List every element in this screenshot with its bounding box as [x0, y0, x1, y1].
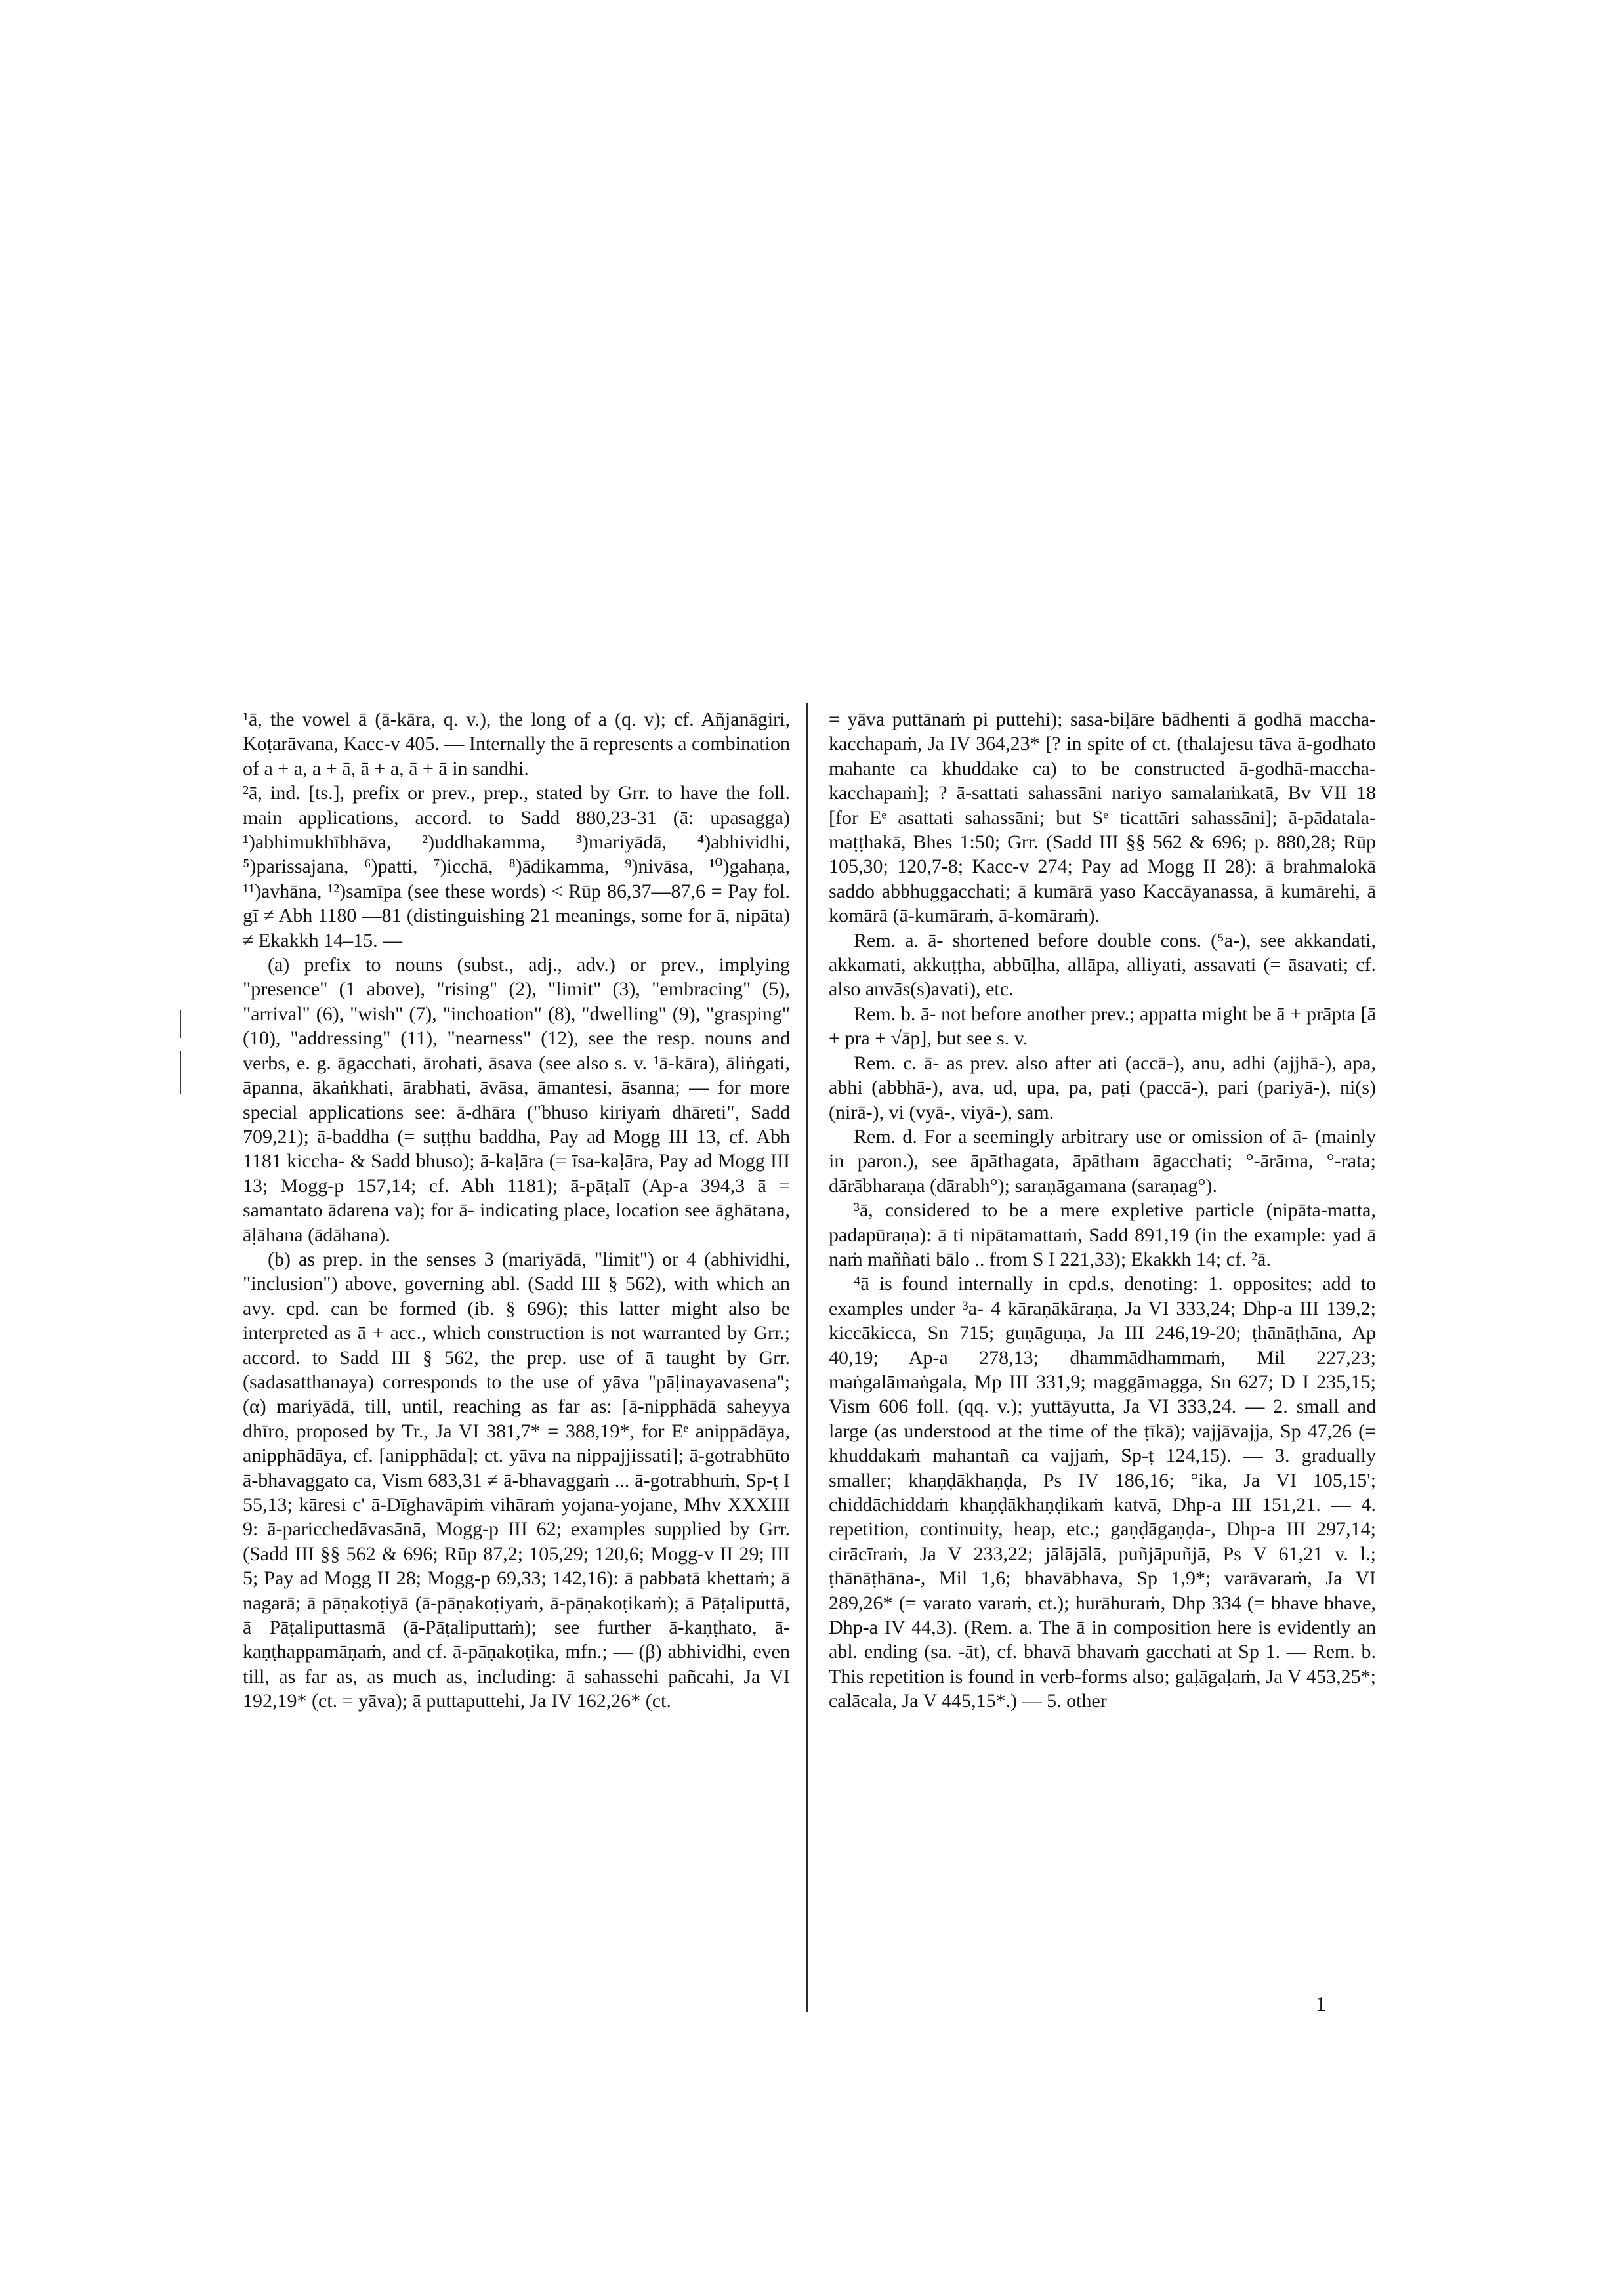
margin-mark — [180, 1010, 181, 1038]
entry-4a: ⁴ā is found internally in cpd.s, denoting: 1. opposites; add to examples under ³a- 4 kāraṇākāraṇa, Ja VI 333,24; Dhp-a III 139,2; kiccākicca, Sn 715; guṇāguṇa, Ja III 246,19-20; ṭhānāṭhāna, Ap 40,19; Ap-a 278,13; dhammādhammaṁ, Mil 227,23; maṅgalāmaṅgala, Mp III 331,9; maggāmagga, Sn 627; D I 235,15; Vism 606 foll. (qq. v.); yuttāyutta, Ja VI 333,24. — 2. small and large (as understood at the time of the ṭīkā); vajjāvajja, Sp 47,26 (= khuddakaṁ mahantañ ca vajjaṁ, Sp-ṭ 124,15). — 3. gradually smaller; khaṇḍākhaṇḍa, Ps IV 186,16; °ika, Ja VI 105,15'; chiddāchiddaṁ khaṇḍākhaṇḍikaṁ katvā, Dhp-a III 151,21. — 4. repetition, continuity, heap, etc.; gaṇḍāgaṇḍa-, Dhp-a III 297,14; cirācīraṁ, Ja V 233,22; jālājālā, puñjāpuñjā, Ps V 61,21 v. l.; ṭhānāṭhāna-, Mil 1,6; bhavābhava, Sp 1,9*; varāvaraṁ, Ja VI 289,26* (= varato varaṁ, ct.); hurāhuraṁ, Dhp 334 (= bhave bhave, Dhp-a IV 44,3). (Rem. a. The ā in composition here is evidently an abl. ending (sa. -āt), cf. bhavā bhavaṁ gacchati at Sp 1. — Rem. b. This repetition is found in verb-forms also; gaḷāgaḷaṁ, Ja V 453,25*; calācala, Ja V 445,15*.) — 5. other — [829, 1273, 1376, 1712]
entry-2a: ²ā, ind. [ts.], prefix or prev., prep., stated by Grr. to have the foll. main applications, accord. to Sadd 880,23-31 (ā: upasagga) ¹)abhimukhībhāva, ²)uddhakamma, ³)mariyādā, ⁴)abhividhi, ⁵)parissajana, ⁶)patti, ⁷)icchā, ⁸)ādikamma, ⁹)nivāsa, ¹⁰)gahaṇa, ¹¹)avhāna, ¹²)samīpa (see these words) < Rūp 86,37—87,6 = Pay fol. gī ≠ Abh 1180 —81 (distinguishing 21 meanings, some for ā, nipāta) ≠ Ekakkh 14–15. — — [243, 782, 790, 951]
remark-b: Rem. b. ā- not before another prev.; appatta might be ā + prāpta [ā + pra + √āp], but see s. v. — [829, 1003, 1376, 1050]
remark-c: Rem. c. ā- as prev. also after ati (accā-), anu, adhi (ajjhā-), apa, abhi (abbhā-), ava, ud, upa, pa, paṭi (paccā-), pari (pariyā-), ni(s) (nirā-), vi (vyā-, viyā-), sam. — [829, 1052, 1376, 1123]
remark-d: Rem. d. For a seemingly arbitrary use or omission of ā- (mainly in paron.), see āpāthagata, āpātham āgacchati; °-ārāma, °-rata; dārābharaṇa (dārabh°); saraṇāgamana (saraṇag°). — [829, 1125, 1376, 1197]
entry-3a: ³ā, considered to be a mere expletive particle (nipāta-matta, padapūraṇa): ā ti nipātamattaṁ, Sadd 891,19 (in the example: yad ā naṁ maññati bālo .. from S I 221,33); Ekakkh 14; cf. ²ā. — [829, 1199, 1376, 1270]
left-column — [243, 707, 790, 1714]
entry-1a: ¹ā, the vowel ā (ā-kāra, q. v.), the long of a (q. v); cf. Añjanāgiri, Koṭarāvana, Kacc-v 405. — Internally the ā represents a combination of a + a, a + ā, ā + a, ā + ā in sandhi. — [243, 709, 790, 779]
column-divider — [806, 703, 808, 2012]
page-number: 1 — [1316, 1992, 1326, 2016]
remark-a: Rem. a. ā- shortened before double cons. (⁵a-), see akkandati, akkamati, akkuṭṭha, abbūḷha, allāpa, alliyati, assavati (= āsavati; cf. also anvās(s)avati), etc. — [829, 929, 1376, 1001]
margin-mark — [180, 1051, 181, 1094]
right-column — [829, 707, 1376, 1714]
entry-2a-section-b: (b) as prep. in the senses 3 (mariyādā, "limit") or 4 (abhividhi, "inclusion") above, governing abl. (Sadd III § 562), with which an avy. cpd. can be formed (ib. § 696); this latter might also be interpreted as ā + acc., which construction is not warranted by Grr.; accord. to Sadd III § 562, the prep. use of ā taught by Grr. (sadasatthanaya) corresponds to the use of yāva "pāḷinayavasena"; (α) mariyādā, till, until, reaching as far as: [ā-nipphādā saheyya dhīro, proposed by Tr., Ja VI 381,7* = 388,19*, for Eᵉ anippādāya, anipphādāya, cf. [anipphāda]; ct. yāva na nippajjissati]; ā-gotrabhūto ā-bhavaggato ca, Vism 683,31 ≠ ā-bhavaggaṁ ... ā-gotrabhuṁ, Sp-ṭ I 55,13; kāresi c' ā-Dīghavāpiṁ vihāraṁ yojana-yojane, Mhv XXXIII 9: ā-paricchedāvasānā, Mogg-p III 62; examples supplied by Grr. (Sadd III §§ 562 & 696; Rūp 87,2; 105,29; 120,6; Mogg-v II 29; III 5; Pay ad Mogg II 28; Mogg-p 69,33; 142,16): ā pabbatā khettaṁ; ā nagarā; ā pāṇakoṭiyā (ā-pāṇakoṭiyaṁ, ā-pāṇakoṭikaṁ); ā Pāṭaliputtā, ā Pāṭaliputtasmā (ā-Pāṭaliputtaṁ); see further ā-kaṇṭhato, ā-kaṇṭhappamāṇaṁ, and cf. ā-pāṇakoṭika, mfn.; — (β) abhividhi, even till, as far as, as much as, including: ā sahassehi pañcahi, Ja VI 192,19* (ct. = yāva); ā puttaputtehi, Ja IV 162,26* (ct. — [243, 1248, 790, 1712]
entry-2a-section-a: (a) prefix to nouns (subst., adj., adv.) or prev., implying "presence" (1 above), "rising" (2), "limit" (3), "embracing" (5), "arrival" (6), "wish" (7), "inchoation" (8), "dwelling" (9), "grasping" (10), "addressing" (11), "nearness" (12), see the resp. nouns and verbs, e. g. āgacchati, ārohati, āsava (see also s. v. ¹ā-kāra), āliṅgati, āpanna, ākaṅkhati, ārabhati, āvāsa, āmantesi, āsanna; — for more special applications see: ā-dhāra ("bhuso kiriyaṁ dhāreti", Sadd 709,21); ā-baddha (= suṭṭhu baddha, Pay ad Mogg III 13, cf. Abh 1181 kiccha- & Sadd bhuso); ā-kaḷāra (= īsa-kaḷāra, Pay ad Mogg III 13; Mogg-p 157,14; cf. Abh 1181); ā-pāṭalī (Ap-a 394,3 ā = samantato ādarena va); for ā- indicating place, location see āghātana, āḷāhana (ādāhana). — [243, 954, 790, 1246]
entry-2a-continued: = yāva puttānaṁ pi puttehi); sasa-biḷāre bādhenti ā godhā maccha-kacchapaṁ, Ja IV 364,23* [? in spite of ct. (thalajesu tāva ā-godhato mahante ca khuddake ca) to be constructed ā-godhā-maccha-kacchapaṁ]; ? ā-sattati sahassāni nariyo samalaṁkatā, Bv VII 18 [for Eᵉ asattati sahassāni; but Sᵉ ticattāri sahassāni]; ā-pādatala-maṭṭhakā, Bhes 1:50; Grr. (Sadd III §§ 562 & 696; p. 880,28; Rūp 105,30; 120,7-8; Kacc-v 274; Pay ad Mogg II 28): ā brahmalokā saddo abbhuggacchati; ā kumārā yaso Kaccāyanassa, ā kumārehi, ā komārā (ā-kumāraṁ, ā-komāraṁ). — [829, 709, 1376, 927]
